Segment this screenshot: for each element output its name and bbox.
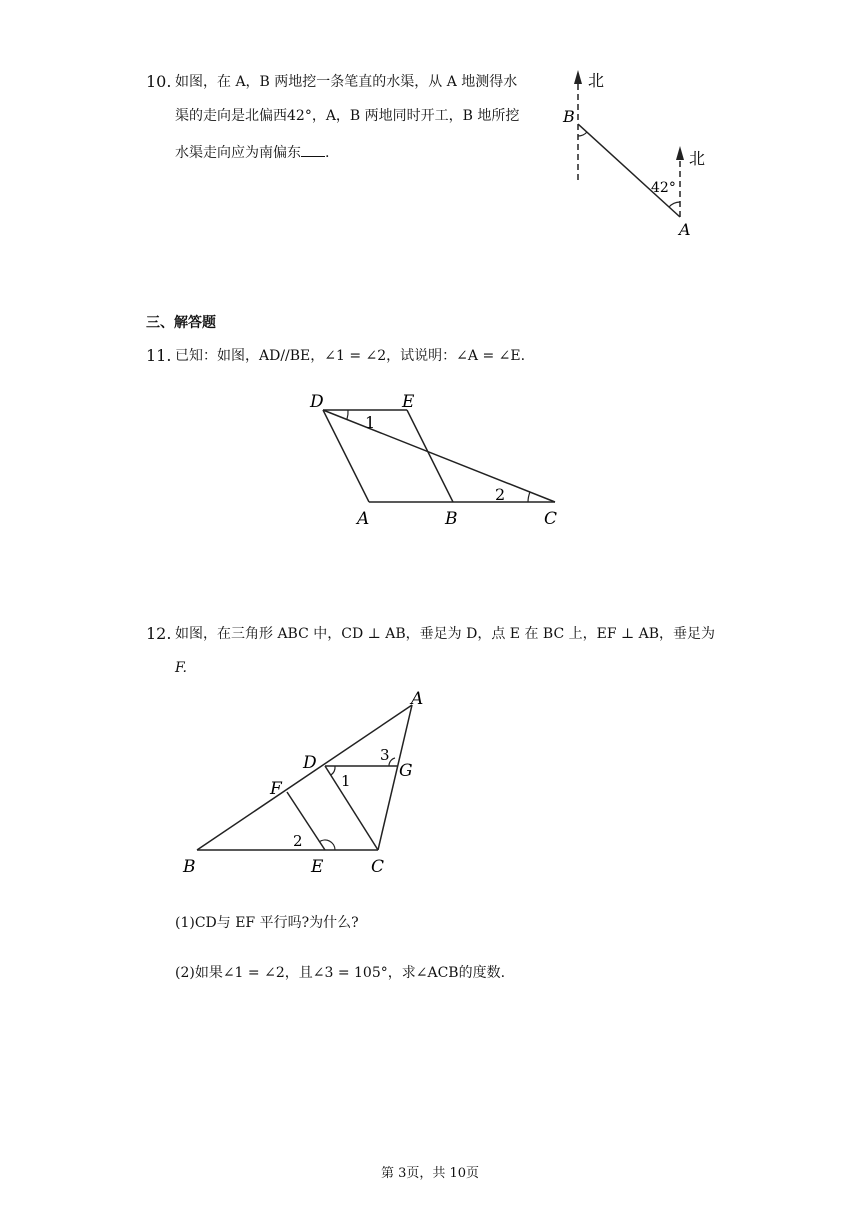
- segment-eb: [407, 410, 453, 502]
- north-arrow-a-icon: [676, 146, 684, 160]
- question-10-figure: [555, 62, 715, 242]
- point-label-e: E: [311, 857, 324, 877]
- angle-arc-2: [528, 492, 530, 502]
- segment-ba: [197, 705, 412, 850]
- point-label-d: D: [310, 392, 324, 412]
- point-label-g: G: [399, 761, 413, 781]
- angle-arc-a: [669, 202, 680, 207]
- point-label-a: A: [679, 220, 691, 239]
- point-label-d: D: [303, 753, 317, 773]
- north-label-b: 北: [588, 71, 605, 90]
- question-12-number: 12.: [146, 624, 172, 643]
- point-label-b: B: [445, 509, 458, 529]
- question-11-figure: [300, 386, 590, 532]
- angle-label-3: 3: [380, 746, 390, 764]
- point-label-b: B: [563, 107, 575, 126]
- point-label-f: F: [270, 779, 282, 799]
- north-arrow-b-icon: [574, 70, 582, 84]
- point-label-b: B: [183, 857, 196, 877]
- point-label-c: C: [544, 509, 558, 529]
- answer-blank[interactable]: [301, 142, 325, 157]
- question-10-line-1: 如图，在 A，B 两地挖一条笔直的水渠，从 A 地测得水: [175, 74, 518, 90]
- question-11-text: 已知：如图，AD//BE，∠1 = ∠2，试说明：∠A = ∠E.: [175, 348, 526, 364]
- question-10-number: 10.: [146, 72, 172, 91]
- point-label-c: C: [371, 857, 385, 877]
- segment-dc: [325, 766, 378, 850]
- angle-label-42: 42°: [651, 180, 676, 196]
- section-title: 三、解答题: [146, 315, 216, 331]
- angle-arc-1: [331, 766, 335, 775]
- question-12-line-2: F.: [175, 660, 187, 676]
- question-10-line-3: [175, 142, 329, 163]
- angle-arc-b: [578, 132, 587, 136]
- question-12-part-2: (2)如果∠1 = ∠2，且∠3 = 105°，求∠ACB的度数.: [175, 965, 506, 981]
- question-12-figure: [175, 682, 435, 882]
- segment-da: [323, 410, 369, 502]
- question-11-number: 11.: [146, 346, 172, 365]
- question-10-line-3-text: 水渠走向应为南偏东: [175, 145, 301, 161]
- point-label-a: A: [411, 689, 424, 709]
- angle-arc-3: [389, 758, 395, 766]
- north-label-a: 北: [689, 149, 706, 168]
- question-10-period: .: [325, 145, 330, 161]
- question-12-line-1: 如图，在三角形 ABC 中，CD ⊥ AB，垂足为 D，点 E 在 BC 上，EF ⊥ AB，垂足为: [175, 626, 716, 642]
- canal-line: [578, 124, 680, 217]
- segment-dc: [323, 410, 555, 502]
- angle-label-2: 2: [293, 832, 303, 850]
- point-label-e: E: [402, 392, 415, 412]
- question-10-line-2: 渠的走向是北偏西42°，A，B 两地同时开工，B 地所挖: [175, 108, 520, 124]
- point-label-a: A: [357, 509, 370, 529]
- angle-label-1: 1: [365, 413, 376, 432]
- question-12-part-1: (1)CD与 EF 平行吗?为什么?: [175, 915, 359, 931]
- angle-label-2: 2: [495, 485, 506, 504]
- angle-label-1: 1: [341, 772, 351, 790]
- angle-arc-1: [347, 410, 348, 419]
- page-footer: 第 3页，共 10页: [380, 1166, 480, 1181]
